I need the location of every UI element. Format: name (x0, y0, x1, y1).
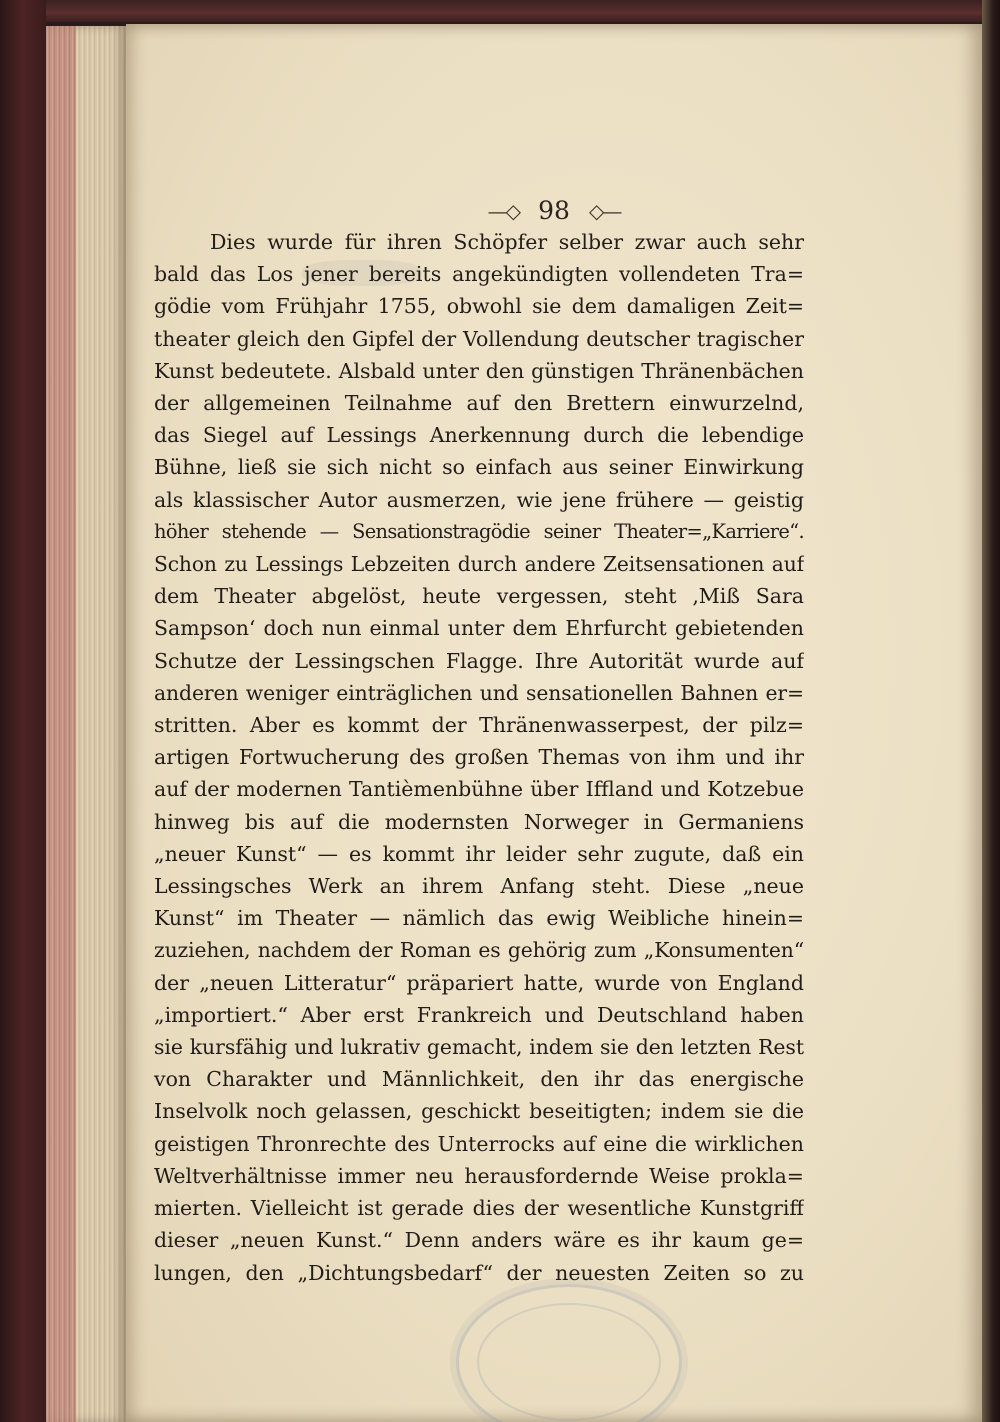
book-cover-right (982, 0, 1000, 1422)
book-cover-left (0, 0, 46, 1422)
text-line: mierten. Vielleicht ist gerade dies der wesentliche Kunstgriff (154, 1196, 804, 1221)
text-line: Sampson‘ doch nun einmal unter dem Ehrfurcht gebietenden (154, 616, 804, 641)
text-line: bald das Los jener bereits angekündigten vollendeten Tra= (154, 262, 804, 287)
text-line: „importiert.“ Aber erst Frankreich und Deutschland haben (154, 1002, 804, 1027)
text-line: hinweg bis auf die modernsten Norweger in Germaniens (154, 809, 804, 834)
text-line: dieser „neuen Kunst.“ Denn anders wäre es ihr kaum ge= (154, 1228, 804, 1253)
text-line: als klassischer Autor ausmerzen, wie jene frühere — geistig (154, 487, 804, 512)
text-line: theater gleich den Gipfel der Vollendung deutscher tragischer (154, 326, 804, 351)
red-page-edge (46, 26, 76, 1422)
text-line: zuziehen, nachdem der Roman es gehörig zum „Konsumenten“ (154, 938, 804, 963)
text-line: gödie vom Frühjahr 1755, obwohl sie dem damaligen Zeit= (154, 294, 804, 319)
library-stamp (456, 1284, 682, 1422)
page-edges (46, 26, 126, 1422)
text-line: artigen Fortwucherung des großen Themas von ihm und ihr (154, 745, 804, 770)
text-line: höher stehende — Sensationstragödie seiner Theater=„Karriere“. (154, 519, 804, 543)
ornament-left-icon: —◇ (487, 198, 519, 223)
text-line: lungen, den „Dichtungsbedarf“ der neuesten Zeiten so zu (154, 1260, 804, 1285)
text-line: Dies wurde für ihren Schöpfer selber zwar auch sehr (210, 230, 804, 254)
text-line: anderen weniger einträglichen und sensationellen Bahnen er= (154, 680, 804, 705)
text-line: Kunst“ im Theater — nämlich das ewig Weibliche hinein= (154, 906, 804, 931)
text-line: Weltverhältnisse immer neu herausfordernde Weise prokla= (154, 1163, 804, 1188)
text-line: Bühne, ließ sie sich nicht so einfach aus seiner Einwirkung (154, 455, 804, 480)
page-header (126, 196, 982, 225)
text-line: der allgemeinen Teilnahme auf den Brettern einwurzelnd, (154, 391, 804, 416)
text-line: „neuer Kunst“ — es kommt ihr leider sehr zugute, daß ein (154, 841, 804, 866)
text-line: geistigen Thronrechte des Unterrocks auf eine die wirklichen (154, 1131, 804, 1156)
text-line: Lessingsches Werk an ihrem Anfang steht. Diese „neue (154, 874, 804, 899)
page-number: 98 (538, 196, 570, 225)
body-text (154, 226, 804, 1289)
text-line: sie kursfähig und lukrativ gemacht, indem sie den letzten Rest (154, 1035, 804, 1060)
text-line: von Charakter und Männlichkeit, den ihr das energische (154, 1067, 804, 1092)
text-line: stritten. Aber es kommt der Thränenwasserpest, der pilz= (154, 713, 804, 738)
book-cover-top (0, 0, 1000, 22)
text-line: Schon zu Lessings Lebzeiten durch andere Zeitsensationen auf (154, 552, 804, 577)
text-line: dem Theater abgelöst, heute vergessen, steht ‚Miß Sara (154, 584, 804, 609)
text-line: Schutze der Lessingschen Flagge. Ihre Autorität wurde auf (154, 648, 804, 673)
ornament-right-icon: ◇— (589, 198, 621, 223)
text-line: Kunst bedeutete. Alsbald unter den günstigen Thränenbächen (154, 358, 804, 383)
text-line: das Siegel auf Lessings Anerkennung durch die lebendige (154, 423, 804, 448)
text-line: Inselvolk noch gelassen, geschickt beseitigten; indem sie die (154, 1099, 804, 1124)
text-line: auf der modernen Tantièmenbühne über Iffland und Kotzebue (154, 777, 804, 802)
library-stamp-inner (477, 1303, 661, 1421)
text-line: der „neuen Litteratur“ präpariert hatte, wurde von England (154, 970, 804, 995)
